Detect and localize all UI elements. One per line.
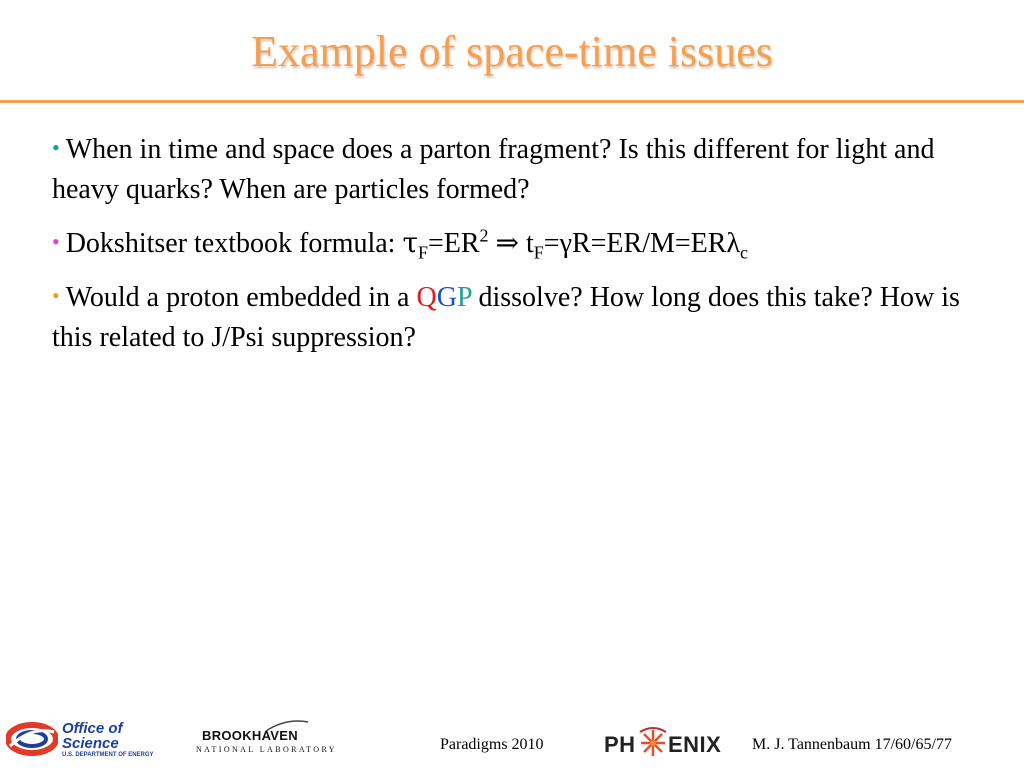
phenix-logo <box>604 726 722 760</box>
qgp-q: Q <box>416 282 437 313</box>
subscript-c: c <box>740 242 749 263</box>
qgp-p: P <box>456 282 472 313</box>
slide-footer <box>0 712 1024 768</box>
formula-part-1: =ER <box>427 228 480 259</box>
bullet-dot: • <box>52 135 60 160</box>
office-of-science-logo <box>6 718 154 762</box>
brookhaven-subtitle: NATIONAL LABORATORY <box>196 745 337 754</box>
tau-symbol: τ <box>402 226 418 259</box>
author-page-info: M. J. Tannenbaum 17/60/65/77 <box>752 736 952 753</box>
bullet-3-before: Would a proton embedded in a <box>65 282 417 313</box>
phenix-text-left: PH <box>604 732 636 757</box>
bullet-3 <box>52 276 982 358</box>
slide-title: Example of space-time issues <box>251 27 773 76</box>
bullet-1-text: When in time and space does a parton fragment? Is this different for light and heavy quarks? When are particles formed? <box>52 134 935 205</box>
title-divider <box>0 100 1024 103</box>
bullet-2 <box>52 222 982 264</box>
phoenix-bird-icon <box>638 726 668 760</box>
phenix-text-right: ENIX <box>668 732 722 757</box>
doe-line-1: Office of <box>62 720 123 737</box>
slide-body <box>52 128 982 370</box>
bullet-3-after: dissolve? How long does this take? How is this related to J/Psi suppression? <box>52 282 960 353</box>
formula-t: t <box>519 228 534 259</box>
bullet-dot: • <box>52 229 60 254</box>
bullet-1 <box>52 128 982 210</box>
brookhaven-logo <box>196 728 337 758</box>
conference-name: Paradigms 2010 <box>440 736 544 753</box>
formula-prefix: Dokshitser textbook formula: <box>65 228 403 259</box>
brookhaven-wordmark: BROOKHAVEN <box>202 728 298 743</box>
implies-symbol: ⇒ <box>495 226 519 259</box>
qgp-g: G <box>436 282 457 313</box>
bullet-dot: • <box>52 283 60 308</box>
subscript-f: F <box>533 242 544 263</box>
doe-wordmark <box>62 721 123 751</box>
doe-line-2: Science <box>62 735 119 752</box>
formula-part-2: =γR=ER/M=ERλ <box>543 228 741 259</box>
superscript-2: 2 <box>479 225 489 246</box>
subscript-f: F <box>417 242 428 263</box>
doe-swirl-icon <box>6 722 58 756</box>
doe-subtitle: U.S. DEPARTMENT OF ENERGY <box>62 752 154 758</box>
